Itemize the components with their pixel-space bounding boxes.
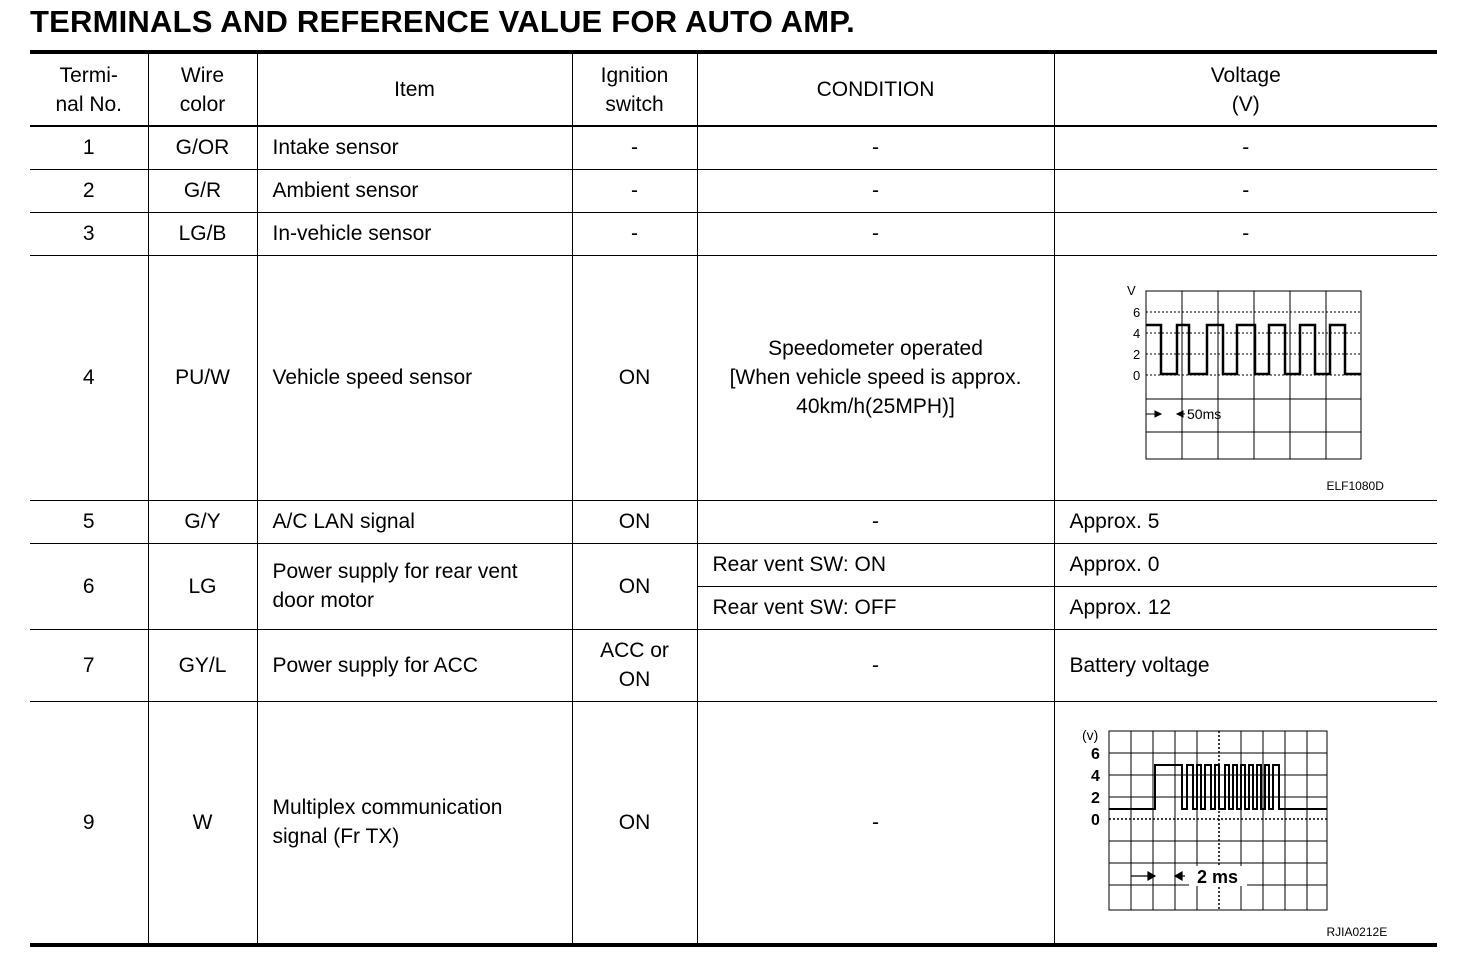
ignition: ON (572, 255, 697, 500)
wire-color: LG (148, 543, 257, 629)
y-tick-label: 6 (1090, 745, 1100, 763)
header-item: Item (257, 52, 572, 126)
time-scale-label: 2 ms (1196, 866, 1238, 887)
header-wire-color: Wire color (148, 52, 257, 126)
terminal-no: 7 (30, 629, 148, 701)
ignition: ACC or ON (572, 629, 697, 701)
y-tick-label: 0 (1090, 811, 1100, 829)
voltage: Battery voltage (1054, 629, 1437, 701)
speed-sensor-waveform (1125, 282, 1385, 472)
wire-color: G/Y (148, 500, 257, 543)
y-tick-label: 6 (1132, 304, 1140, 320)
voltage: Approx. 0 (1054, 543, 1437, 586)
item: Vehicle speed sensor (257, 255, 572, 500)
voltage: - (1054, 169, 1437, 212)
item: Ambient sensor (257, 169, 572, 212)
condition: Rear vent SW: OFF (697, 586, 1054, 629)
wire-color: W (148, 701, 257, 945)
terminal-no: 5 (30, 500, 148, 543)
voltage: - (1054, 126, 1437, 169)
wire-color: GY/L (148, 629, 257, 701)
voltage: - (1054, 212, 1437, 255)
page-title: TERMINALS AND REFERENCE VALUE FOR AUTO AMP. (30, 4, 855, 39)
item: Multiplex communication signal (Fr TX) (257, 701, 572, 945)
condition: - (697, 169, 1054, 212)
y-tick-label: 0 (1132, 367, 1140, 383)
y-tick-label: 2 (1132, 346, 1140, 362)
table-row (30, 255, 1437, 500)
condition: - (697, 212, 1054, 255)
header-terminal: Termi- nal No. (30, 52, 148, 126)
voltage: Approx. 5 (1054, 500, 1437, 543)
item: A/C LAN signal (257, 500, 572, 543)
condition: - (697, 126, 1054, 169)
y-tick-label: 4 (1090, 767, 1100, 785)
multiplex-waveform (1079, 726, 1339, 916)
voltage: Approx. 12 (1054, 586, 1437, 629)
time-scale-label: 50ms (1186, 405, 1221, 422)
terminal-no: 2 (30, 169, 148, 212)
terminal-table (30, 50, 1437, 947)
figure-id: ELF1080D (1326, 478, 1384, 493)
item: In-vehicle sensor (257, 212, 572, 255)
y-tick-label: 4 (1132, 325, 1140, 341)
condition: - (697, 701, 1054, 945)
table-row (30, 629, 1437, 701)
ignition: ON (572, 701, 697, 945)
header-condition: CONDITION (697, 52, 1054, 126)
y-axis-unit: (v) (1081, 726, 1098, 743)
terminal-no: 6 (30, 543, 148, 629)
condition: - (697, 629, 1054, 701)
table-row (30, 543, 1437, 586)
y-tick-label: 2 (1090, 789, 1100, 807)
header-voltage: Voltage (V) (1054, 52, 1437, 126)
ignition: - (572, 169, 697, 212)
item: Intake sensor (257, 126, 572, 169)
item: Power supply for ACC (257, 629, 572, 701)
terminal-no: 4 (30, 255, 148, 500)
ignition: ON (572, 543, 697, 629)
wire-color: G/R (148, 169, 257, 212)
ignition: ON (572, 500, 697, 543)
terminal-no: 3 (30, 212, 148, 255)
wire-color: LG/B (148, 212, 257, 255)
header-row (30, 52, 1437, 126)
table-row (30, 212, 1437, 255)
item: Power supply for rear vent door motor (257, 543, 572, 629)
condition: - (697, 500, 1054, 543)
voltage-waveform-cell (1054, 701, 1437, 945)
table-row (30, 701, 1437, 945)
terminal-no: 1 (30, 126, 148, 169)
y-axis-unit: V (1126, 282, 1136, 298)
voltage-waveform-cell (1054, 255, 1437, 500)
table-row (30, 169, 1437, 212)
table-row (30, 126, 1437, 169)
figure-id: RJIA0212E (1326, 924, 1388, 939)
wire-color: PU/W (148, 255, 257, 500)
ignition: - (572, 126, 697, 169)
table-row (30, 500, 1437, 543)
header-ignition: Ignition switch (572, 52, 697, 126)
wire-color: G/OR (148, 126, 257, 169)
terminal-no: 9 (30, 701, 148, 945)
condition: Rear vent SW: ON (697, 543, 1054, 586)
ignition: - (572, 212, 697, 255)
condition: Speedometer operated [When vehicle speed is approx. 40km/h(25MPH)] (697, 255, 1054, 500)
